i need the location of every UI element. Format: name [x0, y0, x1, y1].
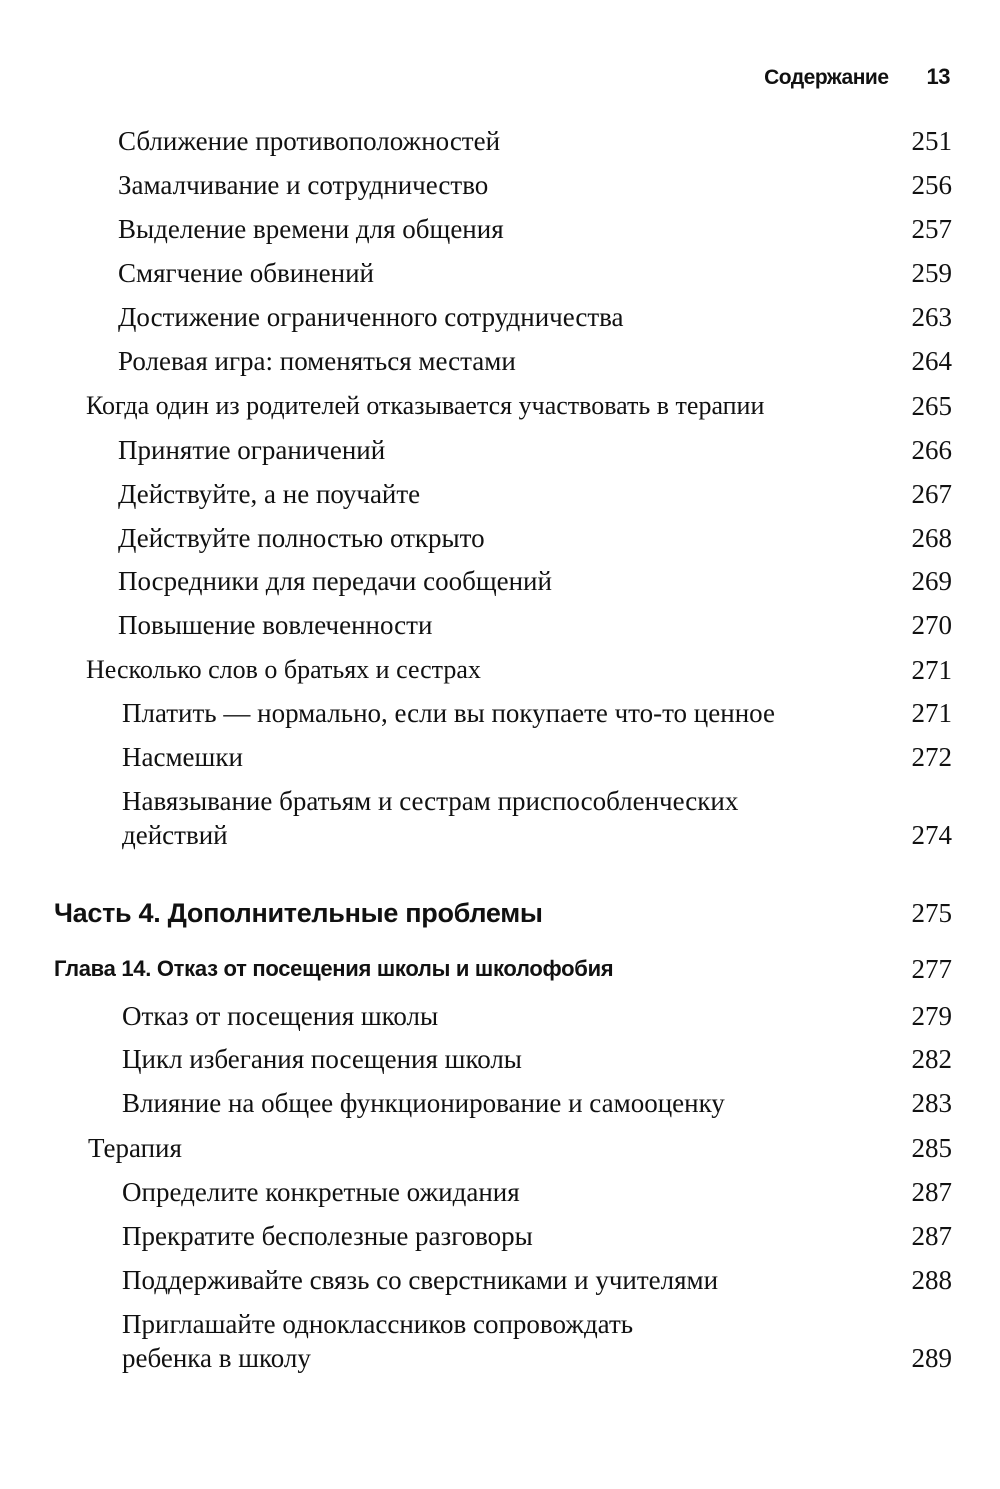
toc-entry — [0, 300, 1000, 334]
toc-entry-page: 287 — [911, 1177, 952, 1207]
toc-part-title: Часть 4. Дополнительные проблемы — [54, 898, 543, 928]
toc-section-page: 265 — [911, 391, 952, 421]
toc-section-page: 271 — [911, 655, 952, 685]
running-head — [764, 64, 950, 90]
toc-section — [0, 1131, 1000, 1165]
toc-entry-page: 267 — [911, 479, 952, 509]
toc-chapter-page: 277 — [911, 954, 952, 984]
toc-entry-title: Посредники для передачи сообщений — [118, 566, 552, 596]
toc-entry-title: Повышение вовлеченности — [118, 610, 433, 640]
toc-entry-page: 268 — [911, 523, 952, 553]
toc-part — [0, 896, 1000, 930]
toc-section — [0, 653, 1000, 687]
toc-entry-title: Цикл избегания посещения школы — [122, 1044, 522, 1074]
toc-entry-title: Выделение времени для общения — [118, 214, 504, 244]
toc-entry-page: 272 — [911, 742, 952, 772]
toc-chapter — [0, 952, 1000, 986]
toc-entry-page: 288 — [911, 1265, 952, 1295]
toc-section — [0, 389, 1000, 423]
toc-entry-title: Сближение противоположностей — [118, 126, 501, 156]
toc-entry — [0, 1219, 1000, 1253]
toc-entry-title: Смягчение обвинений — [118, 258, 374, 288]
toc-entry — [0, 344, 1000, 378]
toc-section-title: Несколько слов о братьях и сестрах — [86, 655, 481, 684]
toc-entry — [0, 1263, 1000, 1297]
toc-entry — [0, 999, 1000, 1033]
toc-entry — [0, 608, 1000, 642]
toc-entry-title — [122, 1307, 633, 1375]
toc-entry — [0, 1175, 1000, 1209]
toc-entry-title: Влияние на общее функционирование и самооценку — [122, 1088, 725, 1118]
toc-entry-page: 269 — [911, 566, 952, 596]
toc-entry — [0, 696, 1000, 730]
toc-entry — [0, 168, 1000, 202]
toc-section-title: Когда один из родителей отказывается участвовать в терапии — [86, 391, 765, 420]
toc-entry — [0, 477, 1000, 511]
toc-entry — [0, 784, 1000, 852]
toc-entry-page: 257 — [911, 214, 952, 244]
toc-entry — [0, 433, 1000, 467]
toc-entry-page: 263 — [911, 302, 952, 332]
running-head-label: Содержание — [764, 66, 889, 89]
toc-entry — [0, 521, 1000, 555]
toc-entry-page: 256 — [911, 170, 952, 200]
toc-entry-page: 251 — [911, 126, 952, 156]
toc-entry-title: Насмешки — [122, 742, 243, 772]
toc-entry-page: 287 — [911, 1221, 952, 1251]
toc-entry-page: 271 — [911, 698, 952, 728]
toc-entry-title: Действуйте полностью открыто — [118, 523, 485, 553]
toc-entry — [0, 124, 1000, 158]
toc-entry-page: 279 — [911, 1001, 952, 1031]
toc-entry-title: Принятие ограничений — [118, 435, 386, 465]
toc-entry-page: 270 — [911, 610, 952, 640]
toc-entry — [0, 1307, 1000, 1375]
toc-part-page: 275 — [911, 898, 952, 928]
toc-entry — [0, 1042, 1000, 1076]
page-number: 13 — [926, 64, 950, 89]
toc-entry-title-line: Навязывание братьям и сестрам приспособленческих — [122, 786, 739, 816]
toc-entry — [0, 1086, 1000, 1120]
toc-section-title: Терапия — [88, 1133, 182, 1163]
toc-entry — [0, 256, 1000, 290]
toc-section-page: 285 — [911, 1133, 952, 1163]
toc-entry-page: 282 — [911, 1044, 952, 1074]
toc-entry-title: Ролевая игра: поменяться местами — [118, 346, 516, 376]
toc-entry-title: Поддерживайте связь со сверстниками и учителями — [122, 1265, 719, 1295]
toc-entry — [0, 212, 1000, 246]
toc-entry-page: 283 — [911, 1088, 952, 1118]
toc-entry-title-line: Приглашайте одноклассников сопровождать — [122, 1309, 634, 1339]
toc-entry-title: Достижение ограниченного сотрудничества — [118, 302, 624, 332]
toc-entry-title: Платить — нормально, если вы покупаете что-то ценное — [122, 698, 775, 728]
toc-chapter-title: Глава 14. Отказ от посещения школы и школофобия — [54, 956, 614, 981]
toc-entry-title-line: действий — [122, 820, 228, 850]
toc-entry-page: 264 — [911, 346, 952, 376]
toc-entry-page: 266 — [911, 435, 952, 465]
toc-entry-title: Прекратите бесполезные разговоры — [122, 1221, 533, 1251]
toc-entry-title: Замалчивание и сотрудничество — [118, 170, 489, 200]
toc-entry-title — [122, 784, 738, 852]
toc-entry-title-line: ребенка в школу — [122, 1343, 311, 1373]
toc-entry-title: Отказ от посещения школы — [122, 1001, 439, 1031]
toc-entry-title: Определите конкретные ожидания — [122, 1177, 520, 1207]
toc-entry — [0, 564, 1000, 598]
toc-entry-page: 259 — [911, 258, 952, 288]
toc-entry — [0, 740, 1000, 774]
toc-entry-page: 274 — [911, 820, 952, 850]
toc-entry-title: Действуйте, а не поучайте — [118, 479, 421, 509]
toc-entry-page: 289 — [911, 1343, 952, 1373]
